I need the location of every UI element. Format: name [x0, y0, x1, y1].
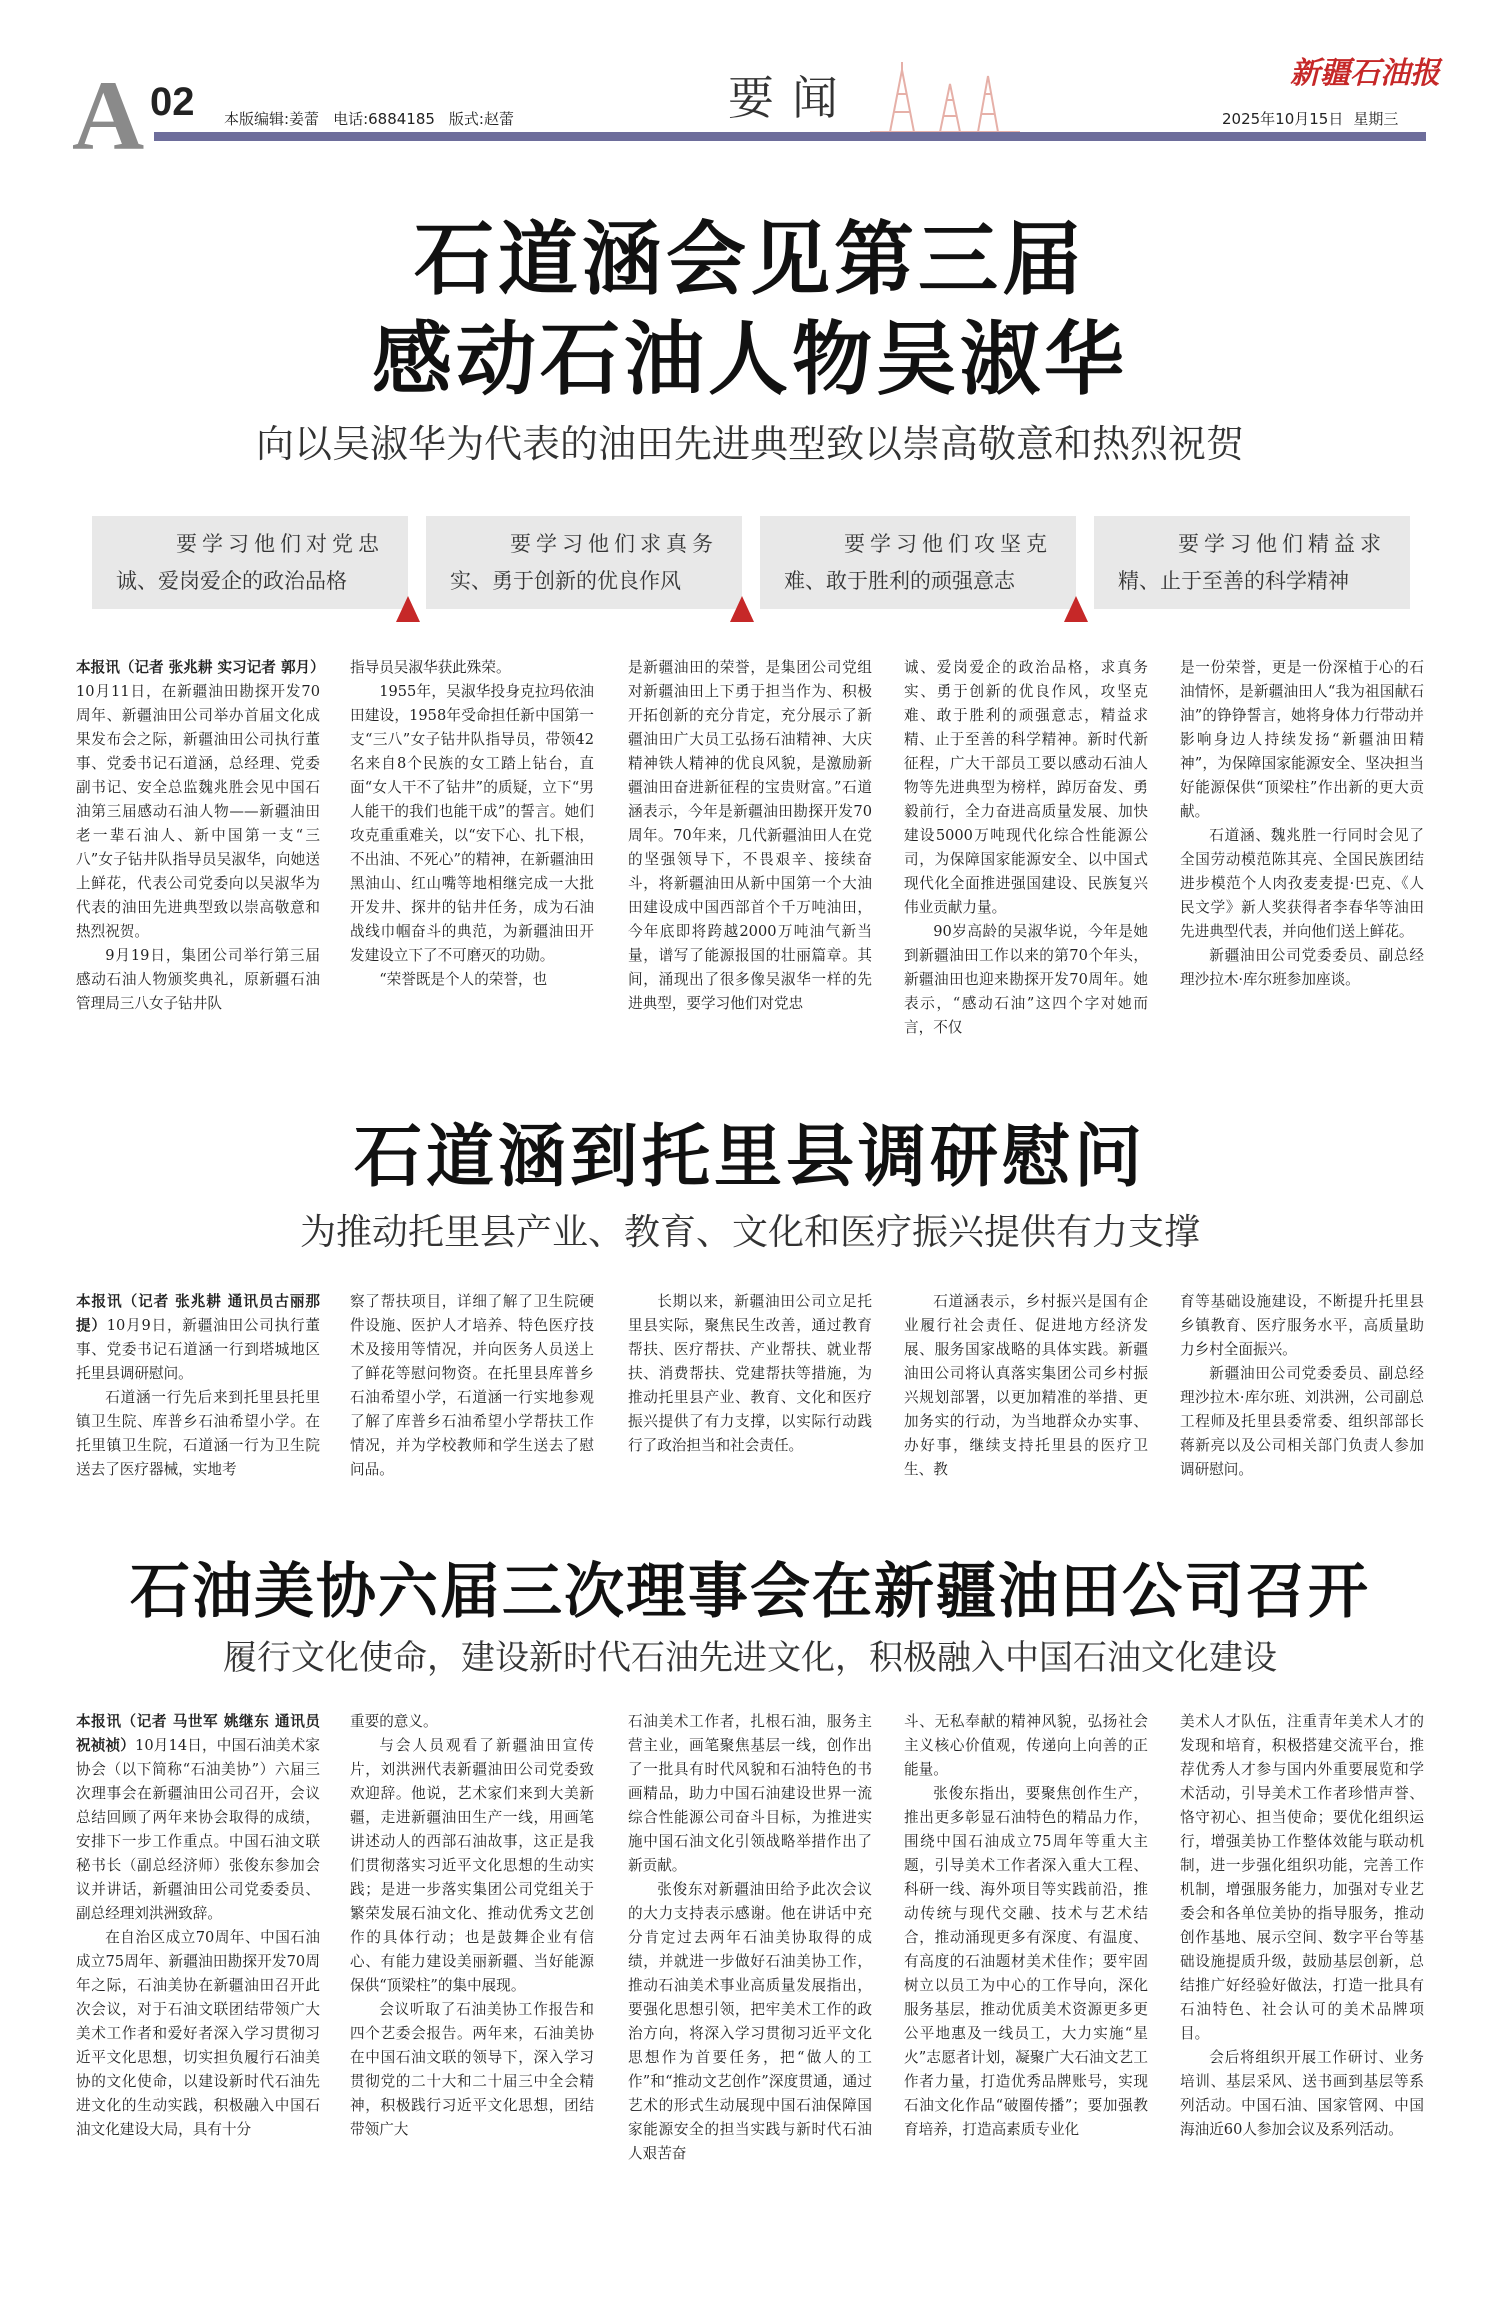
- section-title: 要闻: [728, 71, 856, 125]
- article2-column-3: [628, 1290, 872, 1458]
- learning-box-2: [426, 516, 742, 609]
- article2-title: 石道涵到托里县调研慰问: [353, 1118, 1146, 1197]
- weekday-text: 星期三: [1353, 110, 1399, 128]
- article1-title-line1: 石道涵会见第三届: [414, 213, 1086, 306]
- learning-box-line2: 难、敢于胜利的顽强意志: [784, 569, 1015, 593]
- paragraph: 育等基础设施建设，不断提升托里县乡镇教育、医疗服务水平，高质量助力乡村全面振兴。: [1180, 1293, 1424, 1358]
- paragraph: 新疆油田公司党委委员、副总经理沙拉木·库尔班参加座谈。: [1180, 947, 1424, 988]
- paragraph: 新疆油田公司党委委员、副总经理沙拉木·库尔班、刘洪洲，公司副总工程师及托里县委常委、组织部部长蒋新亮以及公司相关部门负责人参加调研慰问。: [1180, 1365, 1424, 1478]
- paragraph: 张俊东指出，要聚焦创作生产，推出更多彰显石油特色的精品力作，围绕中国石油成立75周年等重大主题，引导美术工作者深入重大工程、科研一线、海外项目等实践前沿，推动传统与现代交融、技术与艺术结合，推动涌现更多有深度、有温度、有高度的石油题材美术佳作；要牢固树立以员工为中心的工作导向，深化服务基层，推动优质美术资源更多更公平地惠及一线员工，大力实施“星火”志愿者计划，凝聚广大石油文艺工作者力量，打造优秀品牌账号，实现石油文化作品“破圈传播”；要加强教育培养，打造高素质专业化: [904, 1785, 1148, 2138]
- paragraph: 石油美术工作者，扎根石油，服务主营主业，画笔聚焦基层一线，创作出了一批具有时代风貌和石油特色的书画精品，助力中国石油建设世界一流综合性能源公司奋斗目标，为推进实施中国石油文化引领战略举措作出了新贡献。: [628, 1713, 872, 1874]
- learning-box-line2: 实、勇于创新的优良作风: [450, 569, 681, 593]
- learning-box-line1: 要学习他们对党忠: [176, 532, 384, 556]
- article1-title-line2: 感动石油人物吴淑华: [372, 313, 1128, 406]
- date-text: 2025年10月15日: [1222, 110, 1344, 128]
- red-triangle-icon: [1064, 596, 1088, 622]
- paragraph: 斗、无私奉献的精神风貌，弘扬社会主义核心价值观，传递向上向善的正能量。: [904, 1713, 1148, 1778]
- article3-column-3: [628, 1710, 872, 2166]
- learning-box-1: [92, 516, 408, 609]
- oil-derrick-icon: [870, 58, 1020, 134]
- page-number: 02: [150, 80, 195, 124]
- paragraph: 石道涵一行先后来到托里县托里镇卫生院、库普乡石油希望小学。在托里镇卫生院，石道涵一行为卫生院送去了医疗器械，实地考: [76, 1389, 320, 1478]
- paragraph: 会后将组织开展工作研讨、业务培训、基层采风、送书画到基层等系列活动。中国石油、国家管网、中国海油近60人参加会议及系列活动。: [1180, 2049, 1424, 2138]
- article2-lead: [76, 1290, 320, 1386]
- learning-box-line1: 要学习他们精益求: [1178, 532, 1386, 556]
- layout-text: 版式:赵蕾: [448, 110, 514, 128]
- article3-subtitle: 履行文化使命，建设新时代石油先进文化，积极融入中国石油文化建设: [223, 1638, 1277, 1678]
- article3-column-1: [76, 1710, 320, 2142]
- article2-column-4: [904, 1290, 1148, 1482]
- article3-column-2: [350, 1710, 594, 2142]
- article1-column-1: [76, 656, 325, 1016]
- learning-box-4: [1094, 516, 1410, 609]
- editor-text: 本版编辑:姜蕾: [224, 110, 320, 128]
- phone-text: 电话:6884185: [333, 110, 435, 128]
- paragraph: 9月19日，集团公司举行第三届感动石油人物颁奖典礼，原新疆石油管理局三八女子钻井队: [76, 947, 320, 1012]
- paragraph: 是新疆油田的荣誉，是集团公司党组对新疆油田上下勇于担当作为、积极开拓创新的充分肯定，充分展示了新疆油田广大员工弘扬石油精神、大庆精神铁人精神的优良风貌，是激励新疆油田奋进新征程的宝贵财富。”石道涵表示，今年是新疆油田勘探开发70周年。70年来，几代新疆油田人在党的坚强领导下，不畏艰辛、接续奋斗，将新疆油田从新中国第一个大油田建设成中国西部首个千万吨油田，今年底即将跨越2000万吨油气新当量，谱写了能源报国的壮丽篇章。其间，涌现出了很多像吴淑华一样的先进典型，要学习他们对党忠: [628, 659, 872, 1012]
- paragraph: 诚、爱岗爱企的政治品格，求真务实、勇于创新的优良作风，攻坚克难、敢于胜利的顽强意志，精益求精、止于至善的科学精神。新时代新征程，广大干部员工要以感动石油人物等先进典型为榜样，踔厉奋发、勇毅前行，全力奋进高质量发展、加快建设5000万吨现代化综合性能源公司，为保障国家能源安全、以中国式现代化全面推进强国建设、民族复兴伟业贡献力量。: [904, 659, 1148, 916]
- byline: 本报讯（记者 张兆耕 通讯员古丽那提）: [76, 1293, 320, 1334]
- paragraph: 张俊东对新疆油田给予此次会议的大力支持表示感谢。他在讲话中充分肯定过去两年石油美协取得的成绩，并就进一步做好石油美协工作，推动石油美术事业高质量发展指出，要强化思想引领，把牢美术工作的政治方向，将深入学习贯彻习近平文化思想作为首要任务，把“做人的工作”和“推动文艺创作”深度贯通，通过艺术的形式生动展现中国石油保障国家能源安全的担当实践与新时代石油人艰苦奋: [628, 1881, 872, 2162]
- newspaper-logo: 新疆石油报: [1290, 56, 1440, 91]
- article1-column-2: [350, 656, 594, 992]
- paragraph: 10月14日，中国石油美术家协会（以下简称“石油美协”）六届三次理事会在新疆油田公司召开，会议总结回顾了两年来协会取得的成绩，安排下一步工作重点。中国石油文联秘书长（副总经济师）张俊东参加会议并讲话，新疆油田公司党委委员、副总经理刘洪洲致辞。: [76, 1737, 320, 1922]
- article2-column-5: [1180, 1290, 1424, 1482]
- paragraph: 10月11日，在新疆油田勘探开发70周年、新疆油田公司举办首届文化成果发布会之际，新疆油田公司执行董事、党委书记石道涵，总经理、党委副书记、安全总监魏兆胜会见中国石油第三届感动石油人物——新疆油田老一辈石油人、新中国第一支“三八”女子钻井队指导员吴淑华，向她送上鲜花，代表公司党委向以吴淑华为代表的油田先进典型致以崇高敬意和热烈祝贺。: [76, 683, 320, 940]
- learning-box-3: [760, 516, 1076, 609]
- paragraph: 石道涵、魏兆胜一行同时会见了全国劳动模范陈其亮、全国民族团结进步模范个人肉孜麦麦提·巴克、《人民文学》新人奖获得者李春华等油田先进典型代表，并向他们送上鲜花。: [1180, 827, 1424, 940]
- byline: 本报讯（记者 马世军 姚继东 通讯员 祝祯祯）: [76, 1713, 320, 1754]
- article3-lead: [76, 1710, 320, 1926]
- page-meta: [224, 108, 528, 129]
- page-letter: A: [72, 60, 145, 171]
- learning-box-line1: 要学习他们求真务: [510, 532, 718, 556]
- byline: 本报讯（记者 张兆耕 实习记者 郭月）: [76, 659, 325, 676]
- learning-box-line2: 诚、爱岗爱企的政治品格: [116, 569, 347, 593]
- paragraph: 重要的意义。: [350, 1713, 438, 1730]
- red-triangle-icon: [730, 596, 754, 622]
- paragraph: 长期以来，新疆油田公司立足托里县实际，聚焦民生改善，通过教育帮扶、医疗帮扶、产业帮扶、就业帮扶、消费帮扶、党建帮扶等措施，为推动托里县产业、教育、文化和医疗振兴提供了有力支撑，以实际行动践行了政治担当和社会责任。: [628, 1293, 872, 1454]
- issue-date: [1222, 108, 1408, 129]
- header-rule: [154, 132, 1426, 141]
- article1-subtitle: 向以吴淑华为代表的油田先进典型致以崇高敬意和热烈祝贺: [255, 422, 1244, 466]
- paragraph: 是一份荣誉，更是一份深植于心的石油情怀，是新疆油田人“我为祖国献石油”的铮铮誓言，她将身体力行带动并影响身边人持续发扬“新疆油田精神”，为保障国家能源安全、坚决担当好能源保供“顶梁柱”作出新的更大贡献。: [1180, 659, 1424, 820]
- paragraph: “荣誉既是个人的荣誉，也: [379, 971, 548, 988]
- article1-column-3: [628, 656, 872, 1016]
- paragraph: 10月9日，新疆油田公司执行董事、党委书记石道涵一行到塔城地区托里县调研慰问。: [76, 1317, 320, 1382]
- paragraph: 与会人员观看了新疆油田宣传片，刘洪洲代表新疆油田公司党委致欢迎辞。他说，艺术家们来到大美新疆，走进新疆油田生产一线，用画笔讲述动人的西部石油故事，这正是我们贯彻落实习近平文化思想的生动实践；是进一步落实集团公司党组关于繁荣发展石油文化、推动优秀文艺创作的具体行动；也是鼓舞企业有信心、有能力建设美丽新疆、当好能源保供“顶梁柱”的集中展现。: [350, 1737, 594, 1994]
- article2-subtitle: 为推动托里县产业、教育、文化和医疗振兴提供有力支撑: [299, 1212, 1200, 1253]
- red-triangle-icon: [396, 596, 420, 622]
- paragraph: 会议听取了石油美协工作报告和四个艺委会报告。两年来，石油美协在中国石油文联的领导下，深入学习贯彻党的二十大和二十届三中全会精神，积极践行习近平文化思想，团结带领广大: [350, 2001, 594, 2138]
- article3-column-5: [1180, 1710, 1424, 2142]
- paragraph: 1955年，吴淑华投身克拉玛依油田建设，1958年受命担任新中国第一支“三八”女子钻井队指导员，带领42名来自8个民族的女工踏上钻台，直面“女人干不了钻井”的质疑，立下“男人能干的我们也能干成”的誓言。她们攻克重重难关，以“安下心、扎下根，不出油、不死心”的精神，在新疆油田黑油山、红山嘴等地相继完成一大批开发井、探井的钻井任务，成为石油战线巾帼奋斗的典范，为新疆油田开发建设立下了不可磨灭的功勋。: [350, 683, 594, 964]
- article1-column-4: [904, 656, 1148, 1040]
- article3-title: 石油美协六届三次理事会在新疆油田公司召开: [130, 1557, 1370, 1627]
- article1-lead: [76, 656, 325, 944]
- learning-box-line1: 要学习他们攻坚克: [844, 532, 1052, 556]
- paragraph: 在自治区成立70周年、中国石油成立75周年、新疆油田勘探开发70周年之际，石油美协在新疆油田召开此次会议，对于石油文联团结带领广大美术工作者和爱好者深入学习贯彻习近平文化思想，切实担负履行石油美协的文化使命，以建设新时代石油先进文化的生动实践，积极融入中国石油文化建设大局，具有十分: [76, 1929, 320, 2138]
- learning-box-line2: 精、止于至善的科学精神: [1118, 569, 1349, 593]
- paragraph: 石道涵表示，乡村振兴是国有企业履行社会责任、促进地方经济发展、服务国家战略的具体实践。新疆油田公司将认真落实集团公司乡村振兴规划部署，以更加精准的举措、更加务实的行动，为当地群众办实事、办好事，继续支持托里县的医疗卫生、教: [904, 1293, 1148, 1478]
- paragraph: 指导员吴淑华获此殊荣。: [350, 659, 511, 676]
- paragraph: 美术人才队伍，注重青年美术人才的发现和培育，积极搭建交流平台，推荐优秀人才参与国内外重要展览和学术活动，引导美术工作者珍惜声誉、恪守初心、担当使命；要优化组织运行，增强美协工作整体效能与联动机制，进一步强化组织功能，完善工作机制，增强服务能力，加强对专业艺委会和各单位美协的指导服务，推动创作基地、展示空间、数字平台等基础设施提质升级，鼓励基层创新，总结推广好经验好做法，打造一批具有石油特色、社会认可的美术品牌项目。: [1180, 1713, 1424, 2042]
- article2-column-1: [76, 1290, 320, 1482]
- article1-column-5: [1180, 656, 1424, 992]
- paragraph: 察了帮扶项目，详细了解了卫生院硬件设施、医护人才培养、特色医疗技术及接用等情况，并向医务人员送上了鲜花等慰问物资。在托里县库普乡石油希望小学，石道涵一行实地参观了解了库普乡石油希望小学帮扶工作情况，并为学校教师和学生送去了慰问品。: [350, 1293, 594, 1478]
- article2-column-2: [350, 1290, 594, 1482]
- article3-column-4: [904, 1710, 1148, 2142]
- paragraph: 90岁高龄的吴淑华说，今年是她到新疆油田工作以来的第70个年头，新疆油田也迎来勘探开发70周年。她表示，“感动石油”这四个字对她而言，不仅: [904, 923, 1148, 1036]
